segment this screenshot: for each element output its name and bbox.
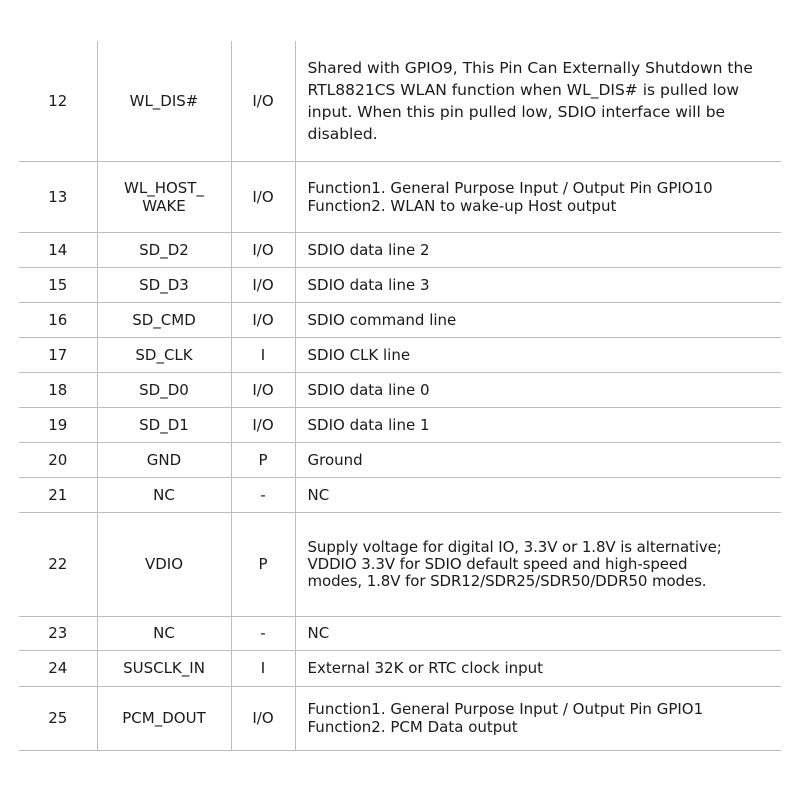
table-row — [19, 512, 781, 616]
pin-description: SDIO data line 0 — [295, 372, 781, 407]
table-row — [19, 477, 781, 512]
pin-type: P — [231, 442, 295, 477]
table-row — [19, 267, 781, 302]
pin-type: I/O — [231, 407, 295, 442]
pin-description: SDIO data line 3 — [295, 267, 781, 302]
description-line: Function1. General Purpose Input / Output Pin GPIO10 — [307, 178, 713, 197]
table-row — [19, 302, 781, 337]
pin-type: - — [231, 477, 295, 512]
pin-type: I/O — [231, 302, 295, 337]
pin-description: SDIO CLK line — [295, 337, 781, 372]
pin-name: PCM_DOUT — [97, 686, 231, 750]
pin-name: SD_CLK — [97, 337, 231, 372]
pin-name: VDIO — [97, 512, 231, 616]
pin-number: 19 — [19, 407, 97, 442]
pin-type: - — [231, 616, 295, 650]
pin-type: P — [231, 512, 295, 616]
pin-name: SD_CMD — [97, 302, 231, 337]
description-line: Function2. PCM Data output — [307, 718, 518, 736]
pin-name: SD_D0 — [97, 372, 231, 407]
table-row — [19, 442, 781, 477]
pin-description — [295, 512, 781, 616]
description-line: input. When this pin pulled low, SDIO interface will be — [307, 102, 726, 121]
pin-type: I — [231, 650, 295, 686]
pin-description: Ground — [295, 442, 781, 477]
pin-name: NC — [97, 477, 231, 512]
pin-number: 21 — [19, 477, 97, 512]
pin-number: 12 — [19, 41, 97, 161]
pin-description — [295, 41, 781, 161]
table-row — [19, 650, 781, 686]
pin-description: External 32K or RTC clock input — [295, 650, 781, 686]
pin-description: NC — [295, 477, 781, 512]
pin-number: 16 — [19, 302, 97, 337]
pin-description: SDIO command line — [295, 302, 781, 337]
pin-description: NC — [295, 616, 781, 650]
pin-type: I/O — [231, 41, 295, 161]
pin-number: 22 — [19, 512, 97, 616]
pin-name: SUSCLK_IN — [97, 650, 231, 686]
pin-description: SDIO data line 1 — [295, 407, 781, 442]
pin-number: 18 — [19, 372, 97, 407]
table-row — [19, 161, 781, 232]
description-line: modes, 1.8V for SDR12/SDR25/SDR50/DDR50 modes. — [307, 571, 707, 590]
table-row — [19, 407, 781, 442]
pin-number: 24 — [19, 650, 97, 686]
pin-type: I/O — [231, 686, 295, 750]
pin-number: 14 — [19, 232, 97, 267]
table-row — [19, 616, 781, 650]
description-line: Supply voltage for digital IO, 3.3V or 1.8V is alternative; — [307, 537, 722, 556]
description-line: Function1. General Purpose Input / Output Pin GPIO1 — [307, 700, 704, 718]
table-row — [19, 337, 781, 372]
pin-name: GND — [97, 442, 231, 477]
description-line: RTL8821CS WLAN function when WL_DIS# is pulled low — [307, 80, 740, 99]
pin-number: 23 — [19, 616, 97, 650]
description-line: Function2. WLAN to wake-up Host output — [307, 196, 617, 215]
pin-description — [295, 686, 781, 750]
pin-name: WL_HOST_ WAKE — [97, 161, 231, 232]
table-row — [19, 232, 781, 267]
pin-number: 25 — [19, 686, 97, 750]
pin-number: 13 — [19, 161, 97, 232]
pin-type: I/O — [231, 372, 295, 407]
table-row — [19, 372, 781, 407]
pin-name: SD_D1 — [97, 407, 231, 442]
pin-type: I/O — [231, 161, 295, 232]
table-row — [19, 41, 781, 161]
pin-type: I/O — [231, 267, 295, 302]
pin-number: 15 — [19, 267, 97, 302]
pin-number: 20 — [19, 442, 97, 477]
pin-number: 17 — [19, 337, 97, 372]
pin-name: SD_D3 — [97, 267, 231, 302]
pin-name: SD_D2 — [97, 232, 231, 267]
pin-description: SDIO data line 2 — [295, 232, 781, 267]
pin-name: WL_DIS# — [97, 41, 231, 161]
pin-name: NC — [97, 616, 231, 650]
description-line: VDDIO 3.3V for SDIO default speed and high-speed — [307, 554, 688, 573]
pin-type: I/O — [231, 232, 295, 267]
table-row — [19, 686, 781, 750]
pin-type: I — [231, 337, 295, 372]
pin-definition-table — [19, 41, 781, 751]
description-line: disabled. — [307, 124, 378, 143]
description-line: Shared with GPIO9, This Pin Can Externally Shutdown the — [307, 58, 753, 77]
pin-description — [295, 161, 781, 232]
